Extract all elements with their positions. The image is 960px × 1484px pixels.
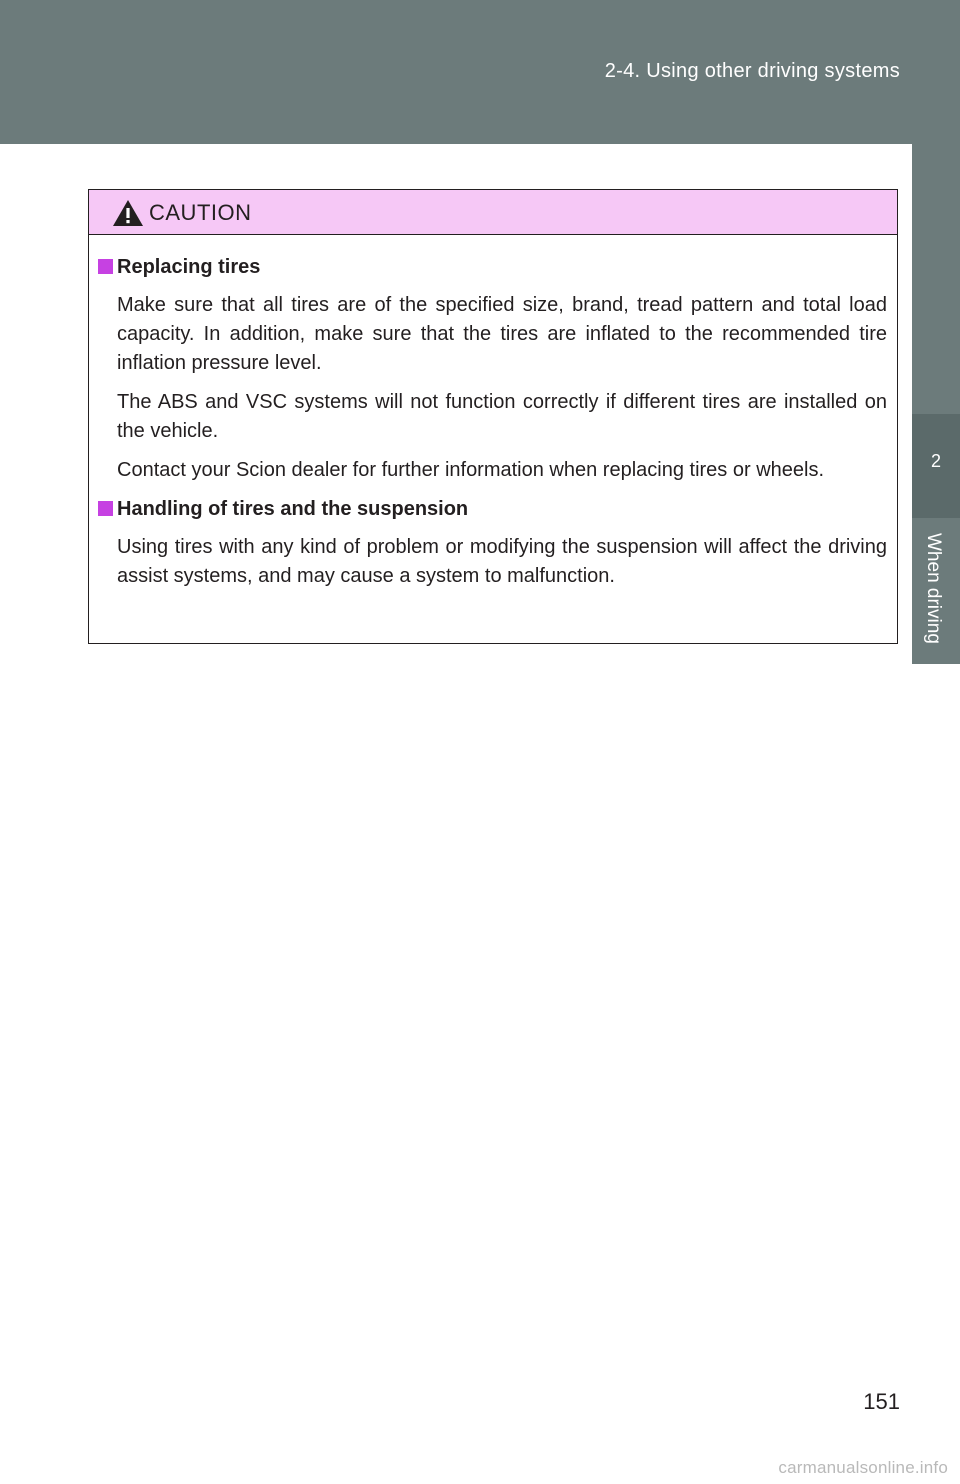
section-title: 2-4. Using other driving systems [604, 60, 900, 82]
caution-body [89, 235, 897, 591]
paragraph: Make sure that all tires are of the specified size, brand, tread pattern and total load capacity. In addition, make sure that the tires are inflated to the recommended tire inflation pressure level. [117, 294, 887, 374]
watermark: carmanualsonline.info [778, 1458, 948, 1477]
paragraph: The ABS and VSC systems will not function correctly if different tires are installed on the vehicle. [117, 391, 887, 442]
page-number: 151 [863, 1389, 900, 1414]
square-bullet-icon [98, 259, 113, 274]
heading-text: Handling of tires and the suspension [117, 498, 469, 520]
paragraph: Using tires with any kind of problem or modifying the suspension will affect the driving assist systems, and may cause a system to malfunction. [117, 536, 887, 587]
caution-box [88, 189, 898, 644]
warning-triangle-icon [111, 198, 145, 228]
section-heading-replacing-tires [98, 253, 887, 281]
chapter-number: 2 [930, 451, 941, 471]
caution-title: CAUTION [149, 200, 252, 225]
heading-text: Replacing tires [117, 256, 261, 278]
chapter-label: When driving [923, 533, 944, 644]
paragraph: Contact your Scion dealer for further information when replacing tires or wheels. [117, 459, 825, 481]
square-bullet-icon [98, 501, 113, 516]
section-heading-handling-suspension [98, 495, 887, 523]
caution-header [89, 190, 897, 235]
